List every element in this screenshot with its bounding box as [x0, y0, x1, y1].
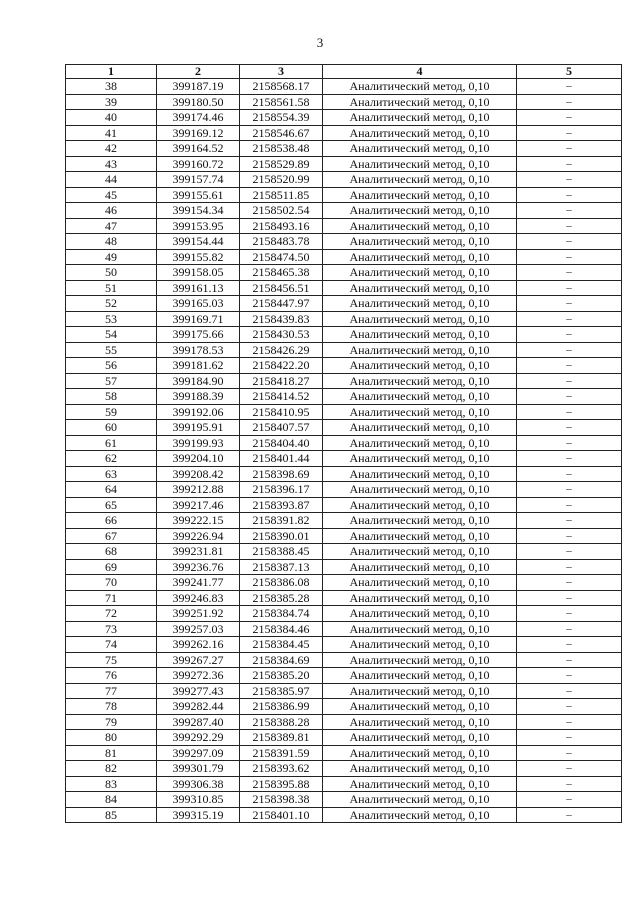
note-cell: –: [517, 249, 622, 265]
point-number-cell: 79: [66, 714, 157, 730]
x-coordinate-cell: 399226.94: [157, 528, 240, 544]
point-number-cell: 77: [66, 683, 157, 699]
y-coordinate-cell: 2158520.99: [240, 172, 323, 188]
note-cell: –: [517, 373, 622, 389]
point-number-cell: 67: [66, 528, 157, 544]
table-row: [66, 110, 622, 126]
x-coordinate-cell: 399181.62: [157, 358, 240, 374]
y-coordinate-cell: 2158396.17: [240, 482, 323, 498]
table-row: [66, 451, 622, 467]
x-coordinate-cell: 399306.38: [157, 776, 240, 792]
point-number-cell: 40: [66, 110, 157, 126]
point-number-cell: 46: [66, 203, 157, 219]
y-coordinate-cell: 2158384.74: [240, 606, 323, 622]
method-accuracy-cell: Аналитический метод, 0,10: [323, 466, 517, 482]
method-accuracy-cell: Аналитический метод, 0,10: [323, 714, 517, 730]
note-cell: –: [517, 265, 622, 281]
note-cell: –: [517, 141, 622, 157]
x-coordinate-cell: 399178.53: [157, 342, 240, 358]
y-coordinate-cell: 2158483.78: [240, 234, 323, 250]
point-number-cell: 78: [66, 699, 157, 715]
point-number-cell: 54: [66, 327, 157, 343]
note-cell: –: [517, 559, 622, 575]
point-number-cell: 52: [66, 296, 157, 312]
point-number-cell: 70: [66, 575, 157, 591]
table-row: [66, 79, 622, 95]
x-coordinate-cell: 399169.12: [157, 125, 240, 141]
y-coordinate-cell: 2158561.58: [240, 94, 323, 110]
note-cell: –: [517, 466, 622, 482]
point-number-cell: 53: [66, 311, 157, 327]
method-accuracy-cell: Аналитический метод, 0,10: [323, 606, 517, 622]
point-number-cell: 66: [66, 513, 157, 529]
table-header-row: [66, 65, 622, 79]
method-accuracy-cell: Аналитический метод, 0,10: [323, 776, 517, 792]
x-coordinate-cell: 399310.85: [157, 792, 240, 808]
point-number-cell: 56: [66, 358, 157, 374]
table-row: [66, 528, 622, 544]
method-accuracy-cell: Аналитический метод, 0,10: [323, 668, 517, 684]
note-cell: –: [517, 807, 622, 823]
note-cell: –: [517, 187, 622, 203]
method-accuracy-cell: Аналитический метод, 0,10: [323, 94, 517, 110]
x-coordinate-cell: 399192.06: [157, 404, 240, 420]
y-coordinate-cell: 2158410.95: [240, 404, 323, 420]
method-accuracy-cell: Аналитический метод, 0,10: [323, 792, 517, 808]
method-accuracy-cell: Аналитический метод, 0,10: [323, 652, 517, 668]
note-cell: –: [517, 482, 622, 498]
table-row: [66, 373, 622, 389]
y-coordinate-cell: 2158430.53: [240, 327, 323, 343]
y-coordinate-cell: 2158422.20: [240, 358, 323, 374]
y-coordinate-cell: 2158386.99: [240, 699, 323, 715]
point-number-cell: 80: [66, 730, 157, 746]
x-coordinate-cell: 399287.40: [157, 714, 240, 730]
y-coordinate-cell: 2158384.69: [240, 652, 323, 668]
y-coordinate-cell: 2158384.46: [240, 621, 323, 637]
point-number-cell: 58: [66, 389, 157, 405]
table-row: [66, 156, 622, 172]
point-number-cell: 72: [66, 606, 157, 622]
table-row: [66, 435, 622, 451]
point-number-cell: 68: [66, 544, 157, 560]
table-row: [66, 807, 622, 823]
y-coordinate-cell: 2158568.17: [240, 79, 323, 95]
point-number-cell: 63: [66, 466, 157, 482]
note-cell: –: [517, 699, 622, 715]
y-coordinate-cell: 2158391.59: [240, 745, 323, 761]
method-accuracy-cell: Аналитический метод, 0,10: [323, 265, 517, 281]
coordinates-table: [65, 64, 622, 823]
x-coordinate-cell: 399292.29: [157, 730, 240, 746]
method-accuracy-cell: Аналитический метод, 0,10: [323, 125, 517, 141]
table-row: [66, 730, 622, 746]
table-row: [66, 342, 622, 358]
y-coordinate-cell: 2158554.39: [240, 110, 323, 126]
table-row: [66, 234, 622, 250]
method-accuracy-cell: Аналитический метод, 0,10: [323, 590, 517, 606]
x-coordinate-cell: 399155.61: [157, 187, 240, 203]
point-number-cell: 44: [66, 172, 157, 188]
x-coordinate-cell: 399164.52: [157, 141, 240, 157]
method-accuracy-cell: Аналитический метод, 0,10: [323, 234, 517, 250]
x-coordinate-cell: 399301.79: [157, 761, 240, 777]
method-accuracy-cell: Аналитический метод, 0,10: [323, 156, 517, 172]
table-row: [66, 652, 622, 668]
note-cell: –: [517, 792, 622, 808]
method-accuracy-cell: Аналитический метод, 0,10: [323, 435, 517, 451]
method-accuracy-cell: Аналитический метод, 0,10: [323, 637, 517, 653]
method-accuracy-cell: Аналитический метод, 0,10: [323, 621, 517, 637]
y-coordinate-cell: 2158390.01: [240, 528, 323, 544]
table-row: [66, 327, 622, 343]
point-number-cell: 48: [66, 234, 157, 250]
y-coordinate-cell: 2158388.28: [240, 714, 323, 730]
y-coordinate-cell: 2158502.54: [240, 203, 323, 219]
x-coordinate-cell: 399257.03: [157, 621, 240, 637]
method-accuracy-cell: Аналитический метод, 0,10: [323, 575, 517, 591]
y-coordinate-cell: 2158465.38: [240, 265, 323, 281]
table-row: [66, 513, 622, 529]
point-number-cell: 76: [66, 668, 157, 684]
y-coordinate-cell: 2158538.48: [240, 141, 323, 157]
note-cell: –: [517, 528, 622, 544]
y-coordinate-cell: 2158385.97: [240, 683, 323, 699]
method-accuracy-cell: Аналитический метод, 0,10: [323, 528, 517, 544]
note-cell: –: [517, 497, 622, 513]
y-coordinate-cell: 2158418.27: [240, 373, 323, 389]
note-cell: –: [517, 683, 622, 699]
x-coordinate-cell: 399246.83: [157, 590, 240, 606]
note-cell: –: [517, 652, 622, 668]
method-accuracy-cell: Аналитический метод, 0,10: [323, 249, 517, 265]
y-coordinate-cell: 2158385.28: [240, 590, 323, 606]
table-row: [66, 544, 622, 560]
method-accuracy-cell: Аналитический метод, 0,10: [323, 187, 517, 203]
note-cell: –: [517, 745, 622, 761]
y-coordinate-cell: 2158401.44: [240, 451, 323, 467]
method-accuracy-cell: Аналитический метод, 0,10: [323, 203, 517, 219]
table-row: [66, 776, 622, 792]
table-row: [66, 296, 622, 312]
table-row: [66, 280, 622, 296]
method-accuracy-cell: Аналитический метод, 0,10: [323, 761, 517, 777]
x-coordinate-cell: 399165.03: [157, 296, 240, 312]
table-row: [66, 389, 622, 405]
point-number-cell: 71: [66, 590, 157, 606]
method-accuracy-cell: Аналитический метод, 0,10: [323, 79, 517, 95]
method-accuracy-cell: Аналитический метод, 0,10: [323, 730, 517, 746]
x-coordinate-cell: 399282.44: [157, 699, 240, 715]
column-header: 3: [240, 65, 323, 79]
table-row: [66, 590, 622, 606]
table-row: [66, 218, 622, 234]
note-cell: –: [517, 621, 622, 637]
note-cell: –: [517, 280, 622, 296]
note-cell: –: [517, 234, 622, 250]
table-row: [66, 699, 622, 715]
point-number-cell: 81: [66, 745, 157, 761]
x-coordinate-cell: 399251.92: [157, 606, 240, 622]
point-number-cell: 47: [66, 218, 157, 234]
method-accuracy-cell: Аналитический метод, 0,10: [323, 683, 517, 699]
method-accuracy-cell: Аналитический метод, 0,10: [323, 745, 517, 761]
x-coordinate-cell: 399188.39: [157, 389, 240, 405]
y-coordinate-cell: 2158529.89: [240, 156, 323, 172]
point-number-cell: 57: [66, 373, 157, 389]
x-coordinate-cell: 399217.46: [157, 497, 240, 513]
table-row: [66, 575, 622, 591]
point-number-cell: 60: [66, 420, 157, 436]
note-cell: –: [517, 110, 622, 126]
x-coordinate-cell: 399158.05: [157, 265, 240, 281]
table-row: [66, 466, 622, 482]
point-number-cell: 42: [66, 141, 157, 157]
table-row: [66, 358, 622, 374]
x-coordinate-cell: 399154.34: [157, 203, 240, 219]
method-accuracy-cell: Аналитический метод, 0,10: [323, 110, 517, 126]
point-number-cell: 45: [66, 187, 157, 203]
y-coordinate-cell: 2158387.13: [240, 559, 323, 575]
point-number-cell: 85: [66, 807, 157, 823]
y-coordinate-cell: 2158385.20: [240, 668, 323, 684]
x-coordinate-cell: 399180.50: [157, 94, 240, 110]
x-coordinate-cell: 399184.90: [157, 373, 240, 389]
note-cell: –: [517, 590, 622, 606]
point-number-cell: 65: [66, 497, 157, 513]
x-coordinate-cell: 399222.15: [157, 513, 240, 529]
method-accuracy-cell: Аналитический метод, 0,10: [323, 327, 517, 343]
table-row: [66, 683, 622, 699]
y-coordinate-cell: 2158398.69: [240, 466, 323, 482]
table-row: [66, 637, 622, 653]
table-row: [66, 404, 622, 420]
point-number-cell: 49: [66, 249, 157, 265]
note-cell: –: [517, 327, 622, 343]
note-cell: –: [517, 451, 622, 467]
x-coordinate-cell: 399155.82: [157, 249, 240, 265]
table-row: [66, 94, 622, 110]
table-row: [66, 311, 622, 327]
method-accuracy-cell: Аналитический метод, 0,10: [323, 559, 517, 575]
y-coordinate-cell: 2158426.29: [240, 342, 323, 358]
method-accuracy-cell: Аналитический метод, 0,10: [323, 807, 517, 823]
note-cell: –: [517, 296, 622, 312]
point-number-cell: 61: [66, 435, 157, 451]
x-coordinate-cell: 399204.10: [157, 451, 240, 467]
note-cell: –: [517, 342, 622, 358]
table-row: [66, 203, 622, 219]
y-coordinate-cell: 2158439.83: [240, 311, 323, 327]
note-cell: –: [517, 94, 622, 110]
x-coordinate-cell: 399236.76: [157, 559, 240, 575]
y-coordinate-cell: 2158388.45: [240, 544, 323, 560]
table-row: [66, 792, 622, 808]
note-cell: –: [517, 125, 622, 141]
table-row: [66, 265, 622, 281]
method-accuracy-cell: Аналитический метод, 0,10: [323, 699, 517, 715]
y-coordinate-cell: 2158398.38: [240, 792, 323, 808]
x-coordinate-cell: 399161.13: [157, 280, 240, 296]
note-cell: –: [517, 714, 622, 730]
method-accuracy-cell: Аналитический метод, 0,10: [323, 342, 517, 358]
x-coordinate-cell: 399272.36: [157, 668, 240, 684]
y-coordinate-cell: 2158404.40: [240, 435, 323, 451]
table-body: [66, 79, 622, 823]
note-cell: –: [517, 79, 622, 95]
table-row: [66, 172, 622, 188]
x-coordinate-cell: 399154.44: [157, 234, 240, 250]
point-number-cell: 43: [66, 156, 157, 172]
x-coordinate-cell: 399231.81: [157, 544, 240, 560]
column-header: 5: [517, 65, 622, 79]
point-number-cell: 59: [66, 404, 157, 420]
table-row: [66, 621, 622, 637]
table-row: [66, 187, 622, 203]
method-accuracy-cell: Аналитический метод, 0,10: [323, 497, 517, 513]
note-cell: –: [517, 606, 622, 622]
note-cell: –: [517, 172, 622, 188]
y-coordinate-cell: 2158474.50: [240, 249, 323, 265]
table-row: [66, 606, 622, 622]
table-row: [66, 497, 622, 513]
y-coordinate-cell: 2158393.87: [240, 497, 323, 513]
y-coordinate-cell: 2158546.67: [240, 125, 323, 141]
method-accuracy-cell: Аналитический метод, 0,10: [323, 513, 517, 529]
note-cell: –: [517, 776, 622, 792]
point-number-cell: 84: [66, 792, 157, 808]
method-accuracy-cell: Аналитический метод, 0,10: [323, 172, 517, 188]
method-accuracy-cell: Аналитический метод, 0,10: [323, 296, 517, 312]
table-row: [66, 559, 622, 575]
point-number-cell: 75: [66, 652, 157, 668]
note-cell: –: [517, 358, 622, 374]
table-row: [66, 125, 622, 141]
method-accuracy-cell: Аналитический метод, 0,10: [323, 451, 517, 467]
y-coordinate-cell: 2158384.45: [240, 637, 323, 653]
table-row: [66, 141, 622, 157]
point-number-cell: 55: [66, 342, 157, 358]
point-number-cell: 50: [66, 265, 157, 281]
point-number-cell: 73: [66, 621, 157, 637]
x-coordinate-cell: 399267.27: [157, 652, 240, 668]
note-cell: –: [517, 513, 622, 529]
table-row: [66, 668, 622, 684]
note-cell: –: [517, 761, 622, 777]
y-coordinate-cell: 2158447.97: [240, 296, 323, 312]
y-coordinate-cell: 2158401.10: [240, 807, 323, 823]
y-coordinate-cell: 2158414.52: [240, 389, 323, 405]
table-row: [66, 761, 622, 777]
note-cell: –: [517, 544, 622, 560]
point-number-cell: 41: [66, 125, 157, 141]
note-cell: –: [517, 575, 622, 591]
x-coordinate-cell: 399195.91: [157, 420, 240, 436]
note-cell: –: [517, 389, 622, 405]
point-number-cell: 74: [66, 637, 157, 653]
note-cell: –: [517, 637, 622, 653]
point-number-cell: 82: [66, 761, 157, 777]
y-coordinate-cell: 2158407.57: [240, 420, 323, 436]
x-coordinate-cell: 399208.42: [157, 466, 240, 482]
x-coordinate-cell: 399175.66: [157, 327, 240, 343]
x-coordinate-cell: 399277.43: [157, 683, 240, 699]
method-accuracy-cell: Аналитический метод, 0,10: [323, 373, 517, 389]
table-row: [66, 420, 622, 436]
y-coordinate-cell: 2158391.82: [240, 513, 323, 529]
note-cell: –: [517, 404, 622, 420]
x-coordinate-cell: 399262.16: [157, 637, 240, 653]
point-number-cell: 64: [66, 482, 157, 498]
table-row: [66, 482, 622, 498]
x-coordinate-cell: 399212.88: [157, 482, 240, 498]
x-coordinate-cell: 399297.09: [157, 745, 240, 761]
x-coordinate-cell: 399157.74: [157, 172, 240, 188]
method-accuracy-cell: Аналитический метод, 0,10: [323, 544, 517, 560]
table-row: [66, 249, 622, 265]
method-accuracy-cell: Аналитический метод, 0,10: [323, 218, 517, 234]
note-cell: –: [517, 668, 622, 684]
note-cell: –: [517, 420, 622, 436]
point-number-cell: 39: [66, 94, 157, 110]
note-cell: –: [517, 218, 622, 234]
note-cell: –: [517, 435, 622, 451]
x-coordinate-cell: 399169.71: [157, 311, 240, 327]
column-header: 4: [323, 65, 517, 79]
column-header: 2: [157, 65, 240, 79]
note-cell: –: [517, 156, 622, 172]
x-coordinate-cell: 399199.93: [157, 435, 240, 451]
table-row: [66, 714, 622, 730]
note-cell: –: [517, 203, 622, 219]
method-accuracy-cell: Аналитический метод, 0,10: [323, 404, 517, 420]
x-coordinate-cell: 399174.46: [157, 110, 240, 126]
page-number: 3: [316, 35, 324, 50]
method-accuracy-cell: Аналитический метод, 0,10: [323, 358, 517, 374]
x-coordinate-cell: 399160.72: [157, 156, 240, 172]
method-accuracy-cell: Аналитический метод, 0,10: [323, 311, 517, 327]
y-coordinate-cell: 2158456.51: [240, 280, 323, 296]
x-coordinate-cell: 399153.95: [157, 218, 240, 234]
x-coordinate-cell: 399187.19: [157, 79, 240, 95]
point-number-cell: 38: [66, 79, 157, 95]
method-accuracy-cell: Аналитический метод, 0,10: [323, 280, 517, 296]
y-coordinate-cell: 2158386.08: [240, 575, 323, 591]
column-header: 1: [66, 65, 157, 79]
y-coordinate-cell: 2158493.16: [240, 218, 323, 234]
method-accuracy-cell: Аналитический метод, 0,10: [323, 482, 517, 498]
point-number-cell: 62: [66, 451, 157, 467]
point-number-cell: 51: [66, 280, 157, 296]
y-coordinate-cell: 2158389.81: [240, 730, 323, 746]
note-cell: –: [517, 730, 622, 746]
note-cell: –: [517, 311, 622, 327]
method-accuracy-cell: Аналитический метод, 0,10: [323, 420, 517, 436]
point-number-cell: 69: [66, 559, 157, 575]
y-coordinate-cell: 2158511.85: [240, 187, 323, 203]
method-accuracy-cell: Аналитический метод, 0,10: [323, 389, 517, 405]
y-coordinate-cell: 2158393.62: [240, 761, 323, 777]
y-coordinate-cell: 2158395.88: [240, 776, 323, 792]
table-row: [66, 745, 622, 761]
method-accuracy-cell: Аналитический метод, 0,10: [323, 141, 517, 157]
x-coordinate-cell: 399241.77: [157, 575, 240, 591]
x-coordinate-cell: 399315.19: [157, 807, 240, 823]
point-number-cell: 83: [66, 776, 157, 792]
